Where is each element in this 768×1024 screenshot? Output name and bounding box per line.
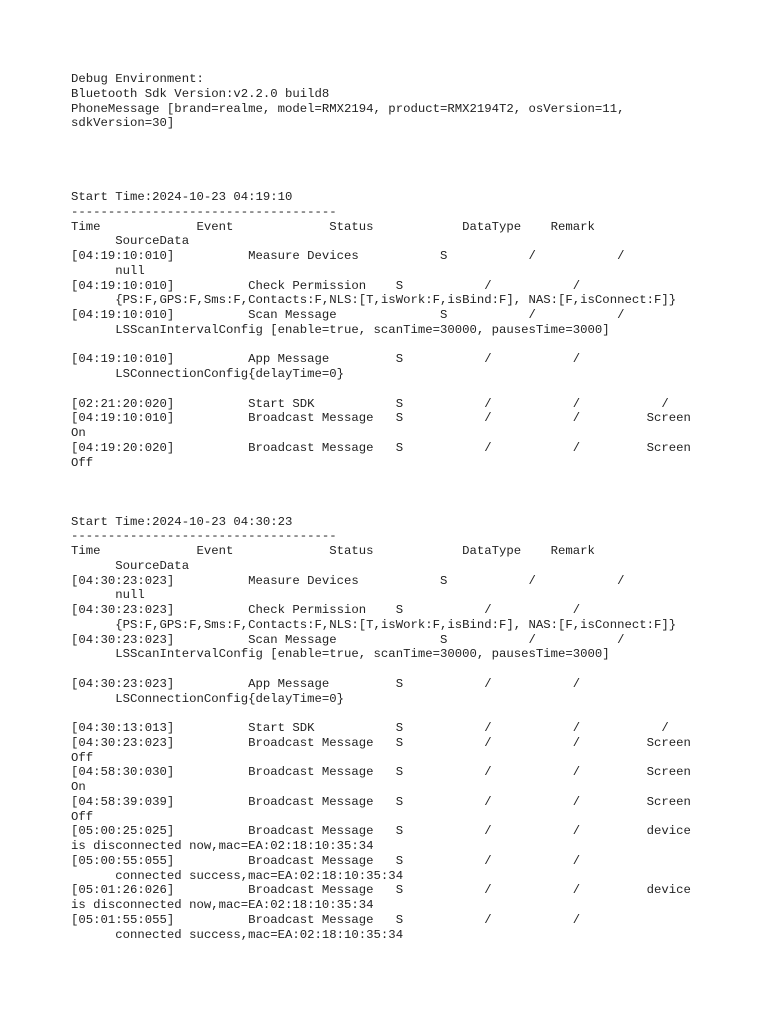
log-line: is disconnected now,mac=EA:02:18:10:35:34 [71, 839, 374, 853]
log-line: [04:30:23:023] Check Permission S / / [71, 603, 581, 617]
log-line: Off [71, 750, 94, 765]
log-line: [04:19:20:020] Broadcast Message S / / Screen [71, 440, 691, 455]
log-line: Bluetooth Sdk Version:v2.2.0 build8 [71, 86, 330, 101]
log-line: [04:19:10:010] Broadcast Message S / / Screen [71, 411, 691, 426]
log-line: [05:01:26:026] Broadcast Message S / / device [71, 883, 691, 898]
blank-line [71, 500, 711, 515]
log-line: Start Time:2024-10-23 04:19:10 [71, 190, 293, 204]
log-line: [05:00:55:055] Broadcast Message S / / [71, 853, 581, 868]
log-line: LSConnectionConfig{delayTime=0} [71, 691, 345, 706]
log-line: [04:30:23:023] Scan Message S / / [71, 632, 625, 647]
log-line: LSConnectionConfig{delayTime=0} [71, 367, 345, 381]
blank-line [71, 382, 711, 397]
log-line: [05:00:25:025] Broadcast Message S / / device [71, 824, 691, 839]
blank-line [71, 161, 711, 176]
log-line: [04:30:13:013] Start SDK S / / / [71, 721, 669, 735]
blank-line [71, 146, 711, 161]
log-line: connected success,mac=EA:02:18:10:35:34 [71, 927, 404, 942]
log-line: null [71, 588, 145, 603]
log-line: [04:19:10:010] Scan Message S / / [71, 308, 625, 322]
log-line: ------------------------------------ [71, 204, 337, 219]
log-line: On [71, 780, 86, 794]
log-line: {PS:F,GPS:F,Sms:F,Contacts:F,NLS:[T,isWork:F,isBind:F], NAS:[F,isConnect:F]} [71, 617, 677, 632]
log-line: Off [71, 809, 94, 824]
log-line: [02:21:20:020] Start SDK S / / / [71, 396, 669, 411]
log-line: [04:30:23:023] Broadcast Message S / / Screen [71, 735, 691, 750]
blank-line [71, 706, 711, 721]
log-line: Debug Environment: [71, 72, 204, 86]
log-line: Time Event Status DataType Remark [71, 544, 595, 558]
log-line: connected success,mac=EA:02:18:10:35:34 [71, 868, 404, 883]
debug-log-document [71, 72, 711, 942]
log-line: SourceData [71, 234, 190, 249]
log-line: {PS:F,GPS:F,Sms:F,Contacts:F,NLS:[T,isWork:F,isBind:F], NAS:[F,isConnect:F]} [71, 293, 677, 308]
log-line: Start Time:2024-10-23 04:30:23 [71, 514, 293, 529]
log-line: [04:58:39:039] Broadcast Message S / / Screen [71, 794, 691, 809]
log-line: [05:01:55:055] Broadcast Message S / / [71, 912, 581, 927]
log-line: is disconnected now,mac=EA:02:18:10:35:34 [71, 898, 374, 912]
log-line: [04:30:23:023] App Message S / / [71, 676, 581, 691]
log-line: LSScanIntervalConfig [enable=true, scanTime=30000, pausesTime=3000] [71, 322, 610, 337]
log-line: sdkVersion=30] [71, 116, 175, 131]
blank-line [71, 470, 711, 485]
blank-line [71, 662, 711, 677]
log-line: LSScanIntervalConfig [enable=true, scanTime=30000, pausesTime=3000] [71, 647, 610, 662]
log-line: Time Event Status DataType Remark [71, 219, 595, 234]
log-line: PhoneMessage [brand=realme, model=RMX2194, product=RMX2194T2, osVersion=11, [71, 101, 625, 116]
log-line: ------------------------------------ [71, 529, 337, 544]
blank-line [71, 338, 711, 353]
log-line: [04:19:10:010] App Message S / / [71, 352, 581, 367]
log-line: On [71, 426, 86, 440]
log-line: [04:58:30:030] Broadcast Message S / / Screen [71, 765, 691, 780]
blank-line [71, 175, 711, 190]
log-line: SourceData [71, 558, 190, 573]
blank-line [71, 131, 711, 146]
log-line: [04:19:10:010] Measure Devices S / / [71, 249, 625, 263]
log-line: [04:30:23:023] Measure Devices S / / [71, 573, 625, 588]
log-line: [04:19:10:010] Check Permission S / / [71, 278, 581, 293]
log-line: Off [71, 455, 94, 470]
blank-line [71, 485, 711, 500]
log-line: null [71, 263, 145, 278]
